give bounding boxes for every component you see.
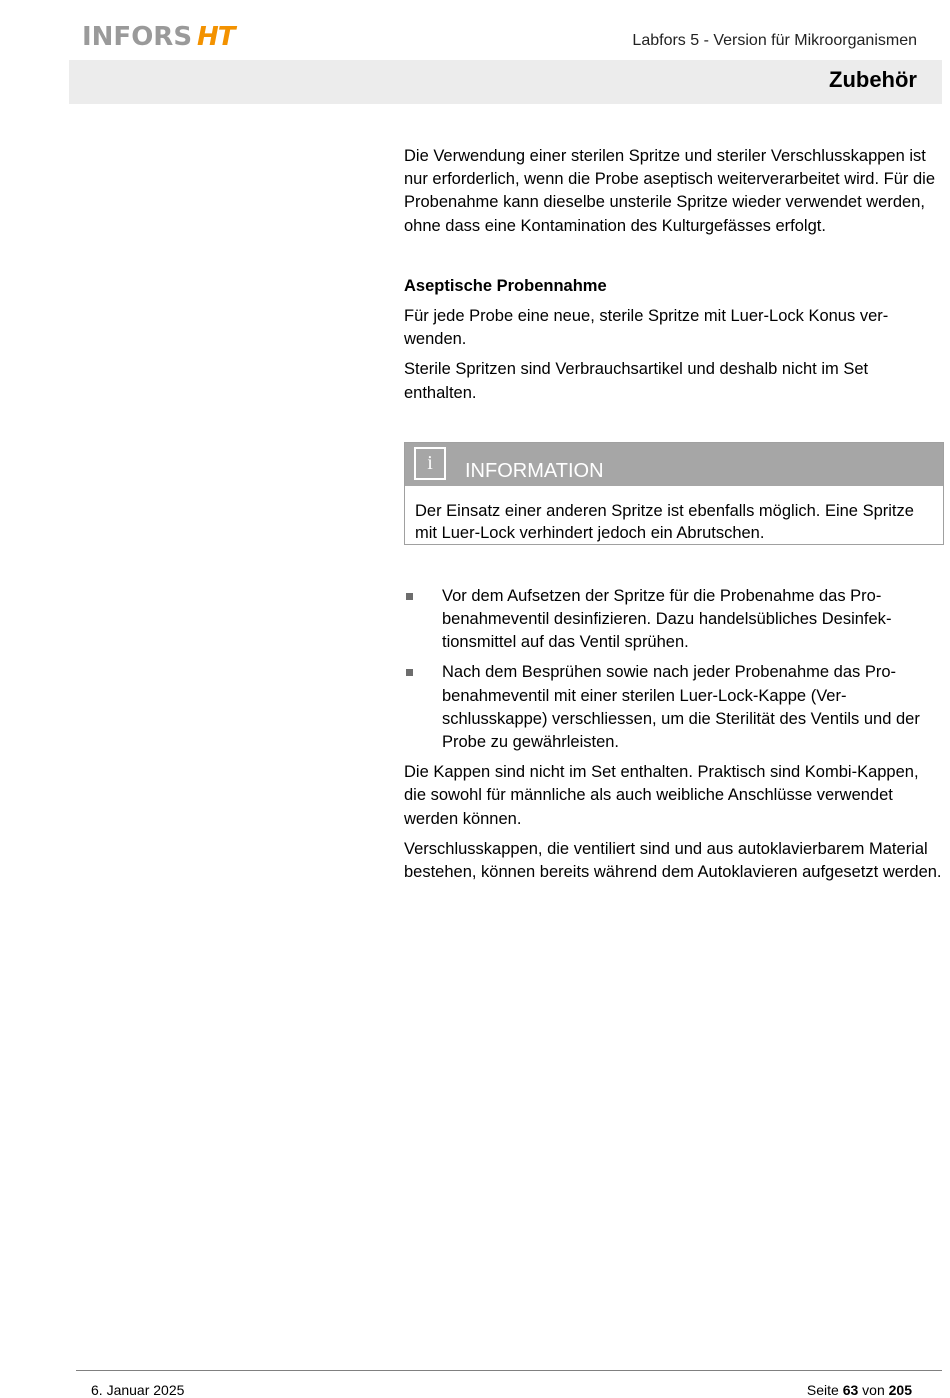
paragraph-syringe: Für jede Probe eine neue, sterile Spritze mit Luer-Lock Konus verwenden. — [404, 307, 889, 349]
information-text: Der Einsatz einer anderen Spritze ist ebenfalls möglich. Eine Spritze mit Luer-Lock verhindert jedoch ein Abrutschen. — [415, 501, 914, 542]
information-box — [404, 442, 944, 545]
information-title: INFORMATION — [465, 459, 604, 482]
instruction-list — [404, 585, 944, 754]
footer-divider — [76, 1370, 942, 1371]
paragraph-consumables: Sterile Spritzen sind Verbrauchsartikel und deshalb nicht im Set enthalten. — [404, 360, 869, 402]
page-total: 205 — [888, 1382, 912, 1398]
footer-date: 6. Januar 2025 — [91, 1382, 185, 1398]
page-separator: von — [862, 1382, 885, 1398]
intro-paragraph: Die Verwendung einer sterilen Spritze und steriler Verschlusskappen ist nur erforderlich, wenn die Probe aseptisch weiterverarbeitet wird. Für die Probenahme kann dieselbe unsterile Spritze wieder verwendet werden, ohne dass eine Kontamination des Kulturgefässes erfolgt. — [404, 147, 935, 235]
square-bullet-icon — [406, 593, 413, 600]
main-content — [404, 145, 944, 891]
information-header — [405, 443, 943, 486]
chapter-title: Zubehör — [829, 67, 917, 92]
page-current: 63 — [842, 1382, 859, 1398]
list-item — [404, 585, 944, 655]
page-number — [807, 1382, 912, 1398]
list-item-text: Nach dem Besprühen sowie nach jeder Probenahme das Probenahmeventil mit einer sterilen Luer-Lock-Kappe (Verschlusskappe) verschliessen, um die Sterilität des Ventils und der Probe zu gewährleisten. — [442, 663, 920, 752]
list-item — [404, 661, 944, 754]
logo-text: INFORS — [82, 22, 193, 52]
section-heading: Aseptische Probennahme — [404, 276, 607, 295]
info-icon: i — [414, 447, 446, 480]
document-title: Labfors 5 - Version für Mikroorganismen — [632, 32, 917, 49]
logo-mark: HT — [197, 22, 235, 52]
infors-ht-logo — [82, 22, 235, 52]
square-bullet-icon — [406, 669, 413, 676]
list-item-text: Vor dem Aufsetzen der Spritze für die Probenahme das Probenahmeventil desinfizieren. Dazu handelsübliches Desinfektionsmittel auf das Ventil sprühen. — [442, 586, 892, 652]
page-label: Seite — [806, 1382, 839, 1398]
paragraph-vented-caps: Verschlusskappen, die ventiliert sind und aus autoklavierbarem Material bestehen, können bereits während dem Autoklavieren aufgesetzt werden. — [404, 839, 942, 882]
paragraph-caps: Die Kappen sind nicht im Set enthalten. Praktisch sind Kombi-Kappen, die sowohl für männliche als auch weibliche Anschlüsse verwendet werden können. — [404, 763, 919, 828]
chapter-banner — [69, 60, 942, 104]
